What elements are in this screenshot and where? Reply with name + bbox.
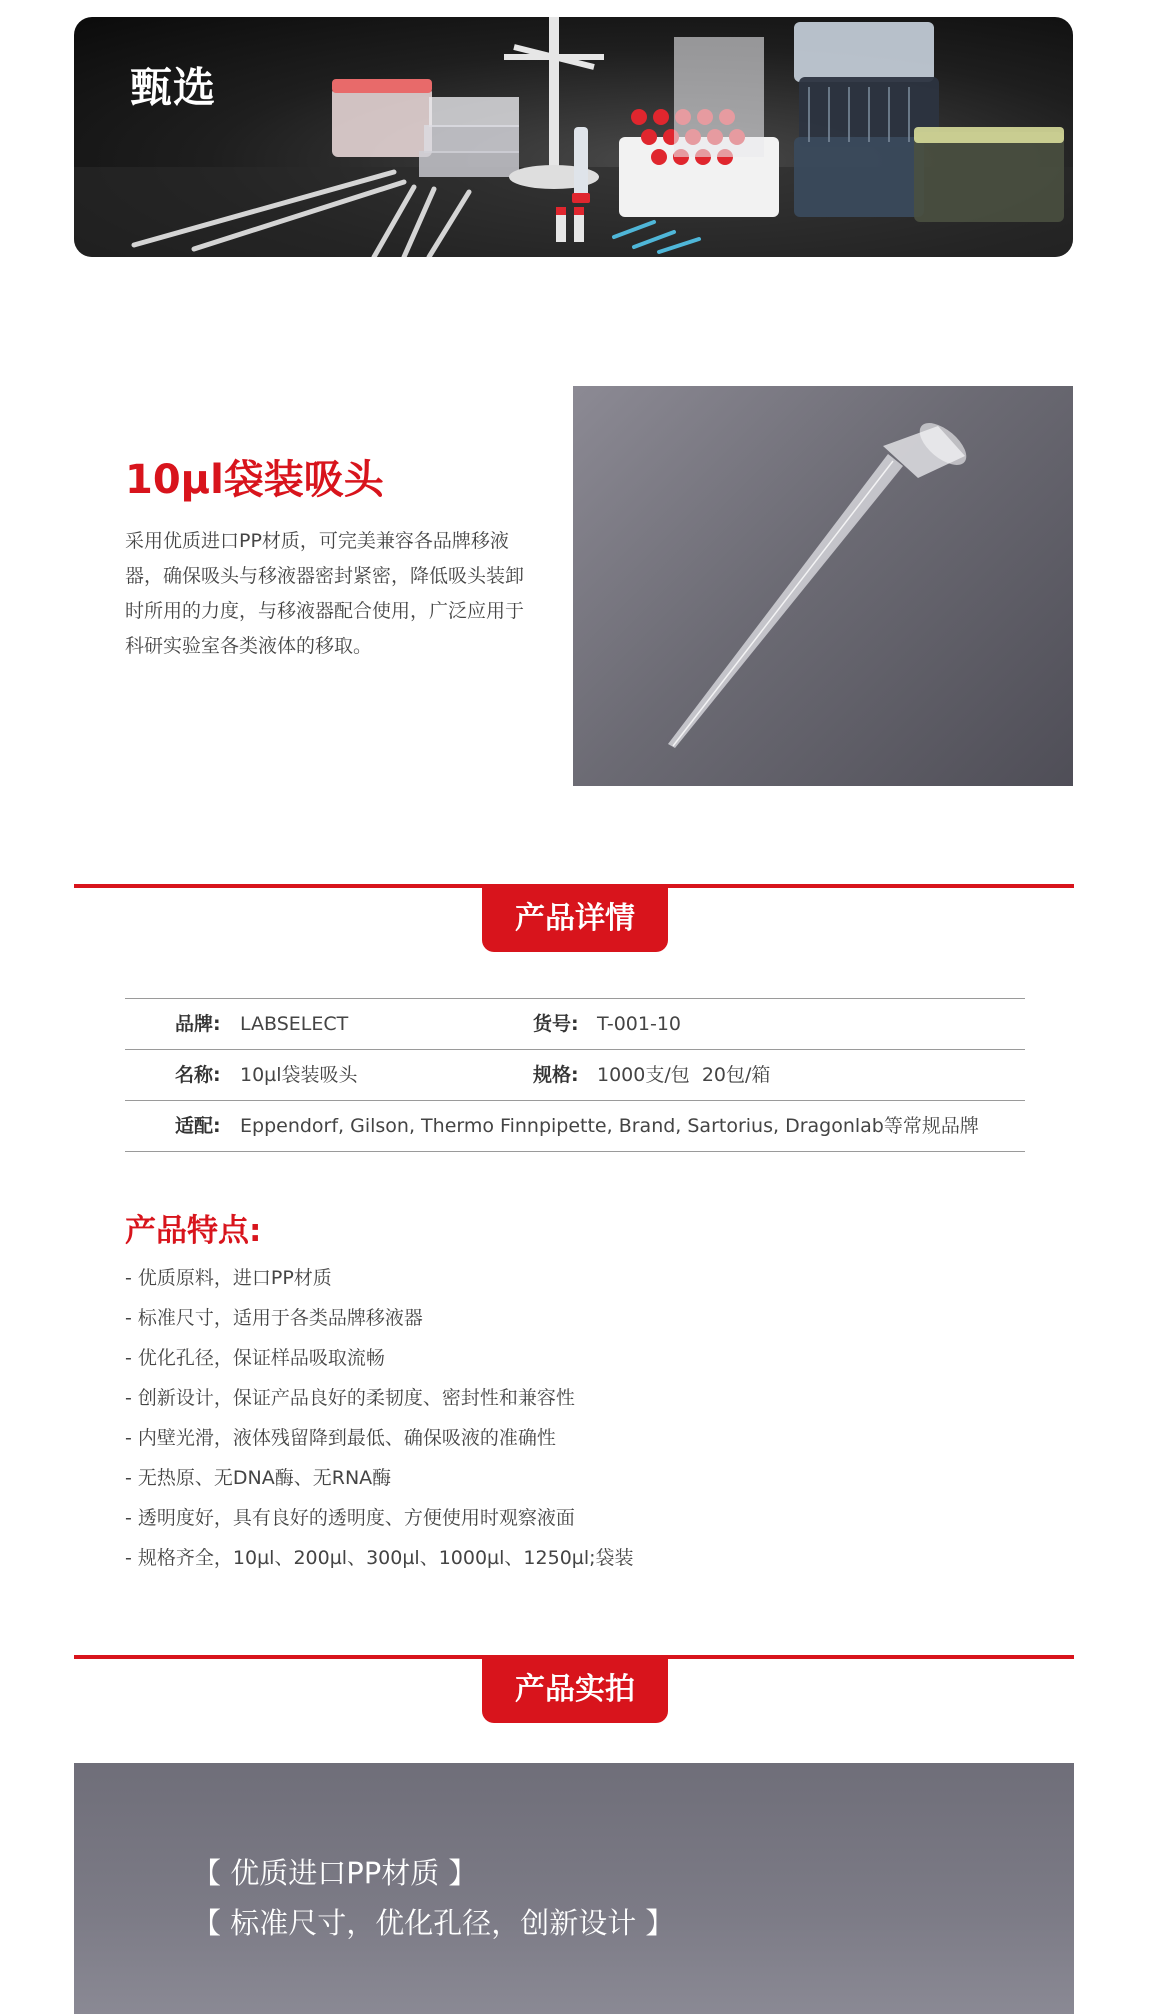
spec-table	[125, 998, 1025, 1152]
brand-value: LABSELECT	[240, 1013, 349, 1035]
product-photo	[74, 1763, 1074, 2014]
feature-list	[125, 1258, 634, 1578]
photo-caption-line-2: 【 标准尺寸，优化孔径，创新设计 】	[192, 1906, 675, 1940]
photos-section-title: 产品实拍	[482, 1657, 668, 1723]
list-item: - 内壁光滑，液体残留降到最低、确保吸液的准确性	[125, 1427, 556, 1449]
table-row	[125, 1101, 1025, 1152]
compat-label: 适配:	[175, 1115, 221, 1137]
product-title: 10µl袋装吸头	[125, 457, 384, 503]
size-label: 规格:	[533, 1064, 579, 1086]
sku-label: 货号:	[533, 1013, 579, 1035]
size-value: 1000支/包 20包/箱	[597, 1064, 771, 1086]
product-description: 采用优质进口PP材质，可完美兼容各品牌移液器，确保吸头与移液器密封紧密，降低吸头装卸时所用的力度，与移液器配合使用，广泛应用于科研实验室各类液体的移取。	[125, 530, 525, 657]
list-item: - 透明度好，具有良好的透明度、方便使用时观察液面	[125, 1507, 575, 1529]
pipette-tip-illustration	[573, 386, 1073, 786]
features-title: 产品特点:	[125, 1213, 262, 1249]
list-item: - 无热原、无DNA酶、无RNA酶	[125, 1467, 392, 1489]
name-label: 名称:	[175, 1064, 221, 1086]
list-item: - 标准尺寸，适用于各类品牌移液器	[125, 1307, 423, 1329]
brand-label: 品牌:	[175, 1013, 221, 1035]
list-item: - 创新设计，保证产品良好的柔韧度、密封性和兼容性	[125, 1387, 575, 1409]
product-image	[573, 386, 1073, 786]
photo-caption-line-1: 【 优质进口PP材质 】	[192, 1856, 478, 1890]
table-row	[125, 998, 1025, 1050]
list-item: - 优质原料，进口PP材质	[125, 1267, 332, 1289]
brand-logo: 甄选	[130, 63, 217, 112]
table-row	[125, 1050, 1025, 1101]
name-value: 10µl袋装吸头	[240, 1064, 358, 1086]
compat-value: Eppendorf, Gilson, Thermo Finnpipette, Brand, Sartorius, Dragonlab等常规品牌	[240, 1115, 979, 1137]
details-section-title: 产品详情	[482, 886, 668, 952]
sku-value: T-001-10	[597, 1013, 682, 1035]
list-item: - 规格齐全，10µl、200µl、300µl、1000µl、1250µl;袋装	[125, 1547, 634, 1569]
lab-products-illustration	[74, 17, 1073, 257]
list-item: - 优化孔径，保证样品吸取流畅	[125, 1347, 385, 1369]
hero-banner	[74, 17, 1073, 257]
